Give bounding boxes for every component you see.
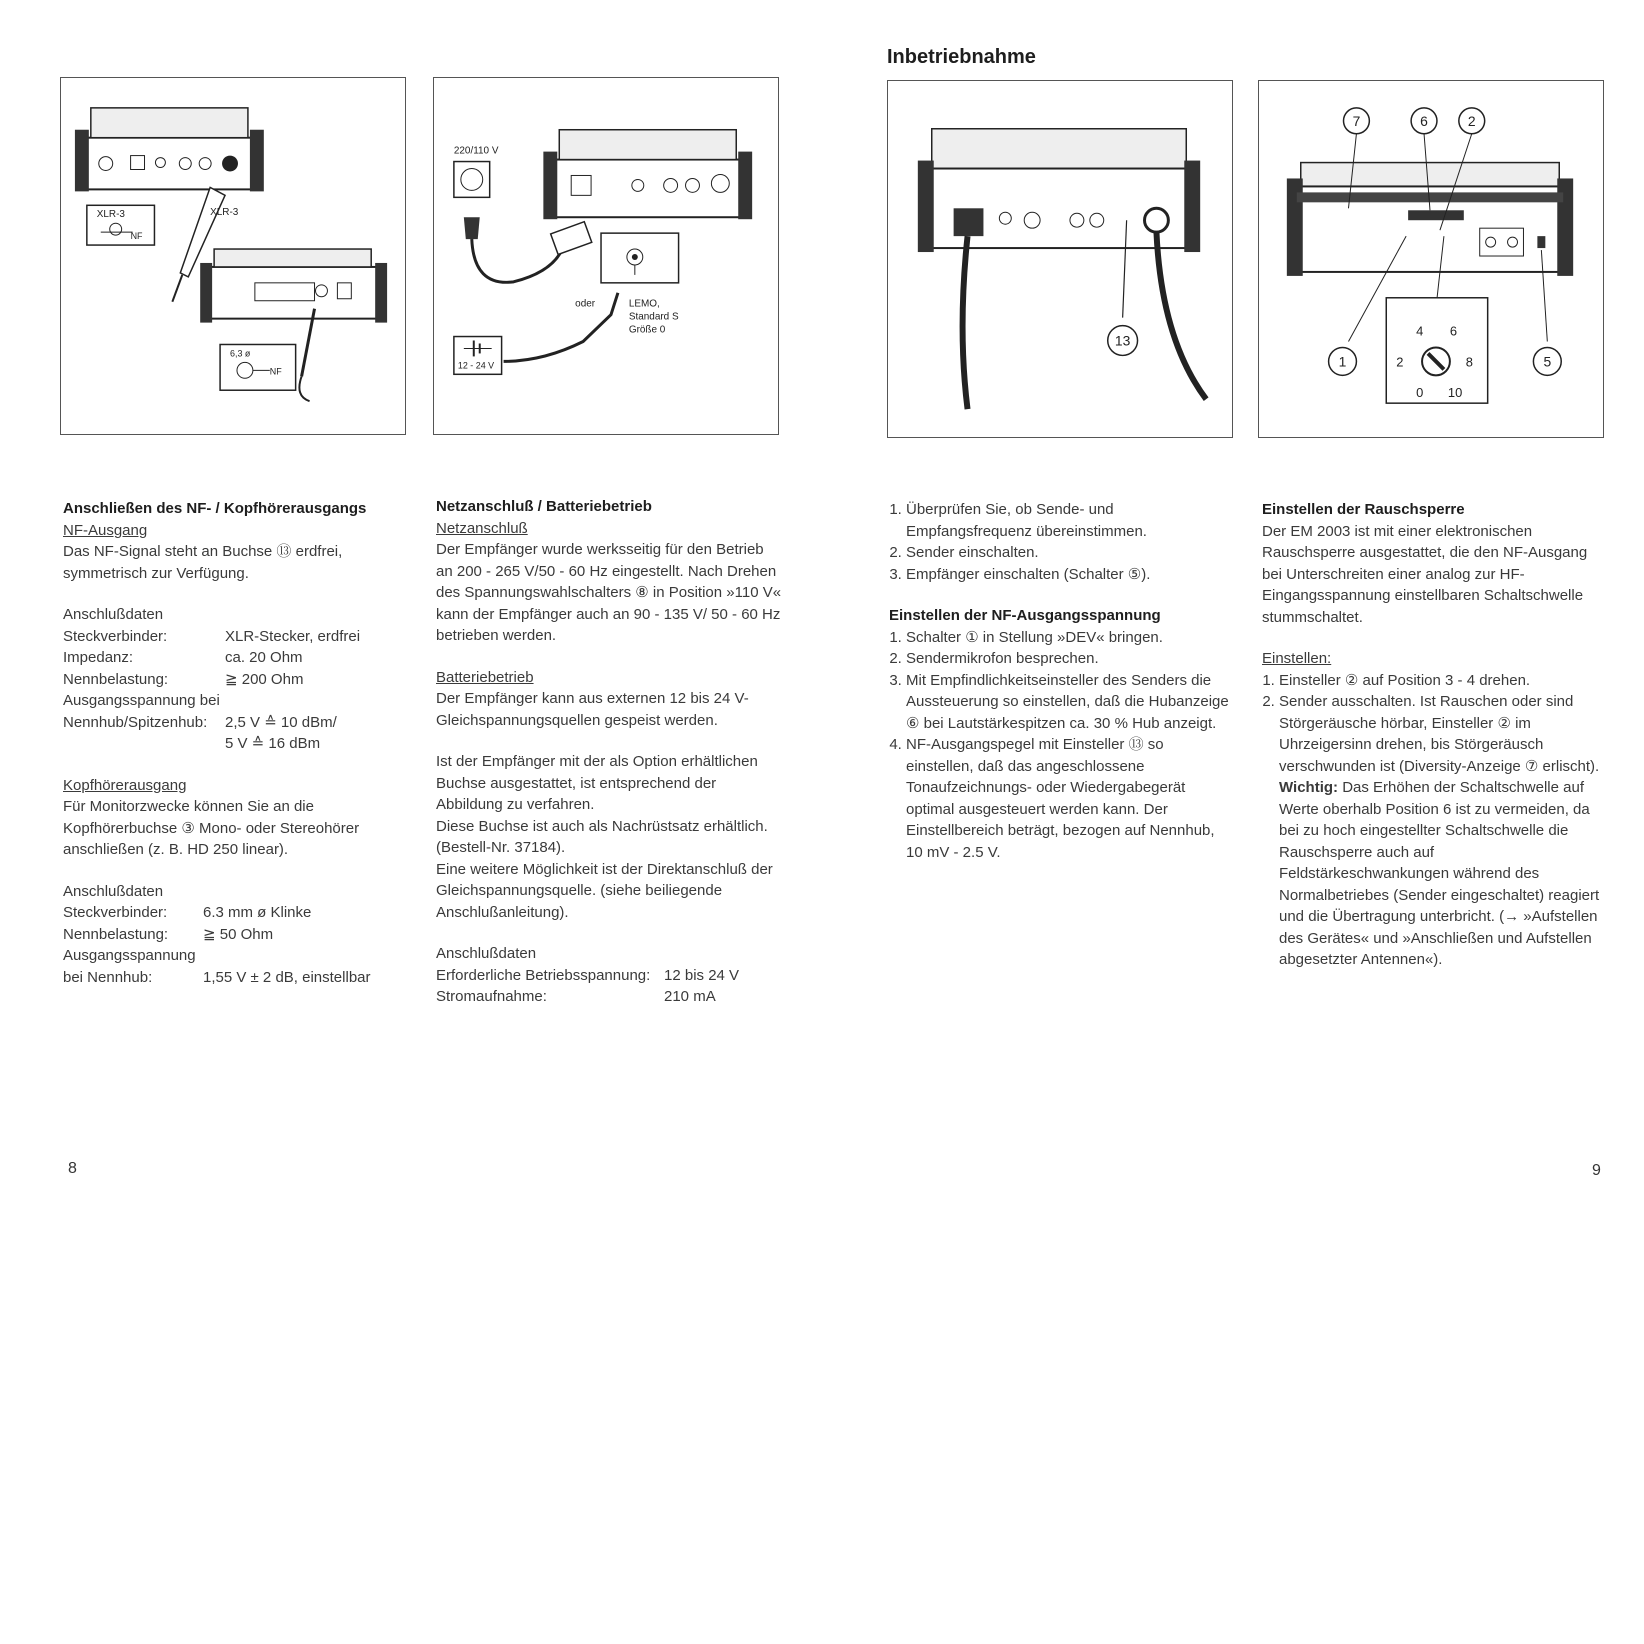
fig4-callout-6: 6: [1420, 112, 1428, 129]
startup-step: 3. Empfänger einschalten (Schalter ⑤).: [906, 564, 1234, 586]
col1-data-line: Ausgangsspannung: [63, 947, 196, 964]
col1-data-value: 6.3 mm ø Klinke: [203, 904, 312, 921]
squelch-step: [1279, 691, 1607, 971]
col1-paragraph-nf: Das NF-Signal steht an Buchse ⑬ erdfrei, symmetrisch zur Verfügung.: [63, 543, 343, 582]
col1-data-title-1: Anschlußdaten: [63, 606, 164, 623]
page-title: Inbetriebnahme: [887, 46, 1036, 68]
fig4-callout-7: 7: [1352, 112, 1361, 129]
col1-data-label: bei Nennhub:: [63, 968, 153, 986]
col1-paragraph-headphone: Für Monitorzwecke können Sie an die Kopfhörerbuchse ③ Mono- oder Stereohörer anschließen (z. B. HD 250 linear).: [63, 798, 360, 858]
col1-subheading-headphone: Kopfhörerausgang: [63, 776, 187, 794]
fig4-dial-0: 0: [1416, 385, 1424, 401]
col1-data-row: [63, 967, 411, 989]
nf-output-steps-list: [889, 627, 1234, 864]
fig1-label-nf-a: NF: [130, 231, 143, 242]
column-nf-headphone: [63, 498, 411, 988]
figure-rear-view: [887, 80, 1233, 438]
col4-paragraph: Der EM 2003 ist mit einer elektronischen Rauschsperre ausgestattet, die den NF-Ausgang bei Unterschreiten einer analog zur HF-Eingangsspannung einstellbaren Schaltschwelle stummschaltet.: [1262, 522, 1588, 626]
col1-data-row: [63, 647, 411, 669]
col2-paragraph-battery: Der Empfänger kann aus externen 12 bis 24 V-Gleichspannungsquellen gespeist werden.: [436, 690, 749, 729]
col2-subheading-battery: Batteriebetrieb: [436, 668, 534, 686]
fig2-label-oder: oder: [575, 298, 596, 310]
column-mains-battery: [436, 496, 782, 1008]
column-startup-steps: [889, 499, 1234, 863]
squelch-step: 1. Einsteller ② auf Position 3 - 4 drehen.: [1279, 670, 1607, 692]
col2-data-label: Stromaufnahme:: [436, 988, 547, 1005]
fig2-label-lemo: LEMO,: [628, 298, 660, 310]
nf-output-step: 3. Mit Empfindlichkeitseinsteller des Senders die Aussteuerung so einstellen, daß die Hubanzeige ⑥ bei Lautstärkespitzen ca. 30 % Hub anzeigt.: [906, 670, 1234, 735]
col2-paragraph-direct: Eine weitere Möglichkeit ist der Direktanschluß der Gleichspannungsquelle. (siehe beiliegende Anschlußanleitung).: [436, 860, 773, 921]
col3-heading: Einstellen der NF-Ausgangsspannung: [889, 607, 1161, 624]
fig1-label-xlr-b: XLR-3: [210, 207, 239, 219]
col1-data-value: 1,55 V ± 2 dB, einstellbar: [203, 968, 371, 986]
col2-data-value: 12 bis 24 V: [664, 966, 740, 984]
col1-data-value: ≧ 200 Ohm: [225, 670, 304, 688]
col2-paragraph-retrofit: Diese Buchse ist auch als Nachrüstsatz erhältlich. (Bestell-Nr. 37184).: [436, 817, 768, 856]
squelch-warning-label: Wichtig:: [1279, 779, 1339, 796]
nf-output-step: 4. NF-Ausgangspegel mit Einsteller ⑬ so einstellen, daß das angeschlossene Tonaufzeichnungs- oder Wiedergabegerät optimal ausgesteuert werden kann. Der Einstellbereich beträgt, bezogen auf Nennhub, 10 mV - 2.5 V.: [906, 734, 1234, 863]
col1-data-title-2: Anschlußdaten: [63, 882, 164, 900]
col1-data-line: Ausgangsspannung bei: [63, 692, 220, 709]
fig4-dial-10: 10: [1447, 385, 1463, 401]
col2-subheading-mains: Netzanschluß: [436, 519, 528, 537]
col2-data-row: [436, 986, 782, 1008]
startup-steps-list: [889, 499, 1234, 585]
col2-data-value: 210 mA: [664, 988, 716, 1005]
col1-data-row: [63, 626, 411, 648]
col2-heading: Netzanschluß / Batteriebetrieb: [436, 498, 652, 515]
col1-data-label: Impedanz:: [63, 649, 134, 666]
fig4-dial-6: 6: [1449, 323, 1458, 339]
col2-data-title: Anschlußdaten: [436, 945, 537, 962]
col1-data-line: 5 V ≙ 16 dBm: [225, 735, 321, 752]
fig4-callout-5: 5: [1543, 353, 1552, 370]
fig3-callout-13: 13: [1114, 332, 1131, 349]
col1-data-row: [63, 924, 411, 946]
col1-data-label: Nennbelastung:: [63, 925, 169, 943]
col1-data-row: [63, 712, 411, 734]
col1-data-value: 2,5 V ≙ 10 dBm/: [225, 713, 337, 731]
figure-mains-battery: [433, 77, 779, 435]
figure-nf-headphone-connection: [60, 77, 406, 435]
col2-data-label: Erforderliche Betriebsspannung:: [436, 966, 651, 984]
fig4-dial-2: 2: [1396, 354, 1404, 370]
fig4-callout-2: 2: [1467, 112, 1476, 129]
fig1-label-nf-b: NF: [269, 366, 282, 377]
startup-step: 1. Überprüfen Sie, ob Sende- und Empfangsfrequenz übereinstimmen.: [906, 499, 1234, 542]
col2-paragraph-option: Ist der Empfänger mit der als Option erhältlichen Buchse ausgestattet, ist entsprechend der Abbildung zu verfahren.: [436, 753, 758, 813]
col4-subheading: Einstellen:: [1262, 650, 1332, 667]
page-number-left: 8: [68, 1160, 77, 1177]
startup-step: 2. Sender einschalten.: [906, 542, 1234, 564]
col2-data-row: [436, 965, 782, 987]
squelch-steps-list: [1262, 670, 1607, 971]
col1-data-label: Nennhub/Spitzenhub:: [63, 713, 208, 731]
col1-subheading-nf: NF-Ausgang: [63, 521, 148, 539]
col1-data-row: [63, 902, 411, 924]
fig4-callout-1: 1: [1338, 353, 1347, 370]
fig2-label-mains: 220/110 V: [453, 145, 499, 157]
squelch-step-text: Sender ausschalten. Ist Rauschen oder sind Störgeräusche hörbar, Einsteller ② im Uhrzeigersinn drehen, bis Störgeräusch verschwunden ist (Diversity-Anzeige ⑦ erlischt).: [1279, 693, 1600, 775]
col1-data-label: Steckverbinder:: [63, 627, 168, 645]
col1-heading: Anschließen des NF- / Kopfhörerausgangs: [63, 500, 367, 517]
fig4-dial-4: 4: [1416, 323, 1424, 339]
col1-data-label: Steckverbinder:: [63, 904, 168, 921]
fig2-label-battery: 12 - 24 V: [457, 360, 495, 371]
squelch-warning-text: Das Erhöhen der Schaltschwelle auf Werte oberhalb Position 6 ist zu vermeiden, da bei zu hoch eingestellter Schaltschwelle die Rauschsperre auch auf Feldstärkeschwankungen während des Normalbetriebes (Sender eingeschaltet) reagiert und die Übertragung unterbricht. (→ »Aufstellen des Gerätes« und »Anschließen und Aufstellen abgesetzter Antennen«).: [1279, 779, 1600, 968]
fig2-label-standard: Standard S: [628, 311, 679, 323]
fig2-label-groesse: Größe 0: [628, 324, 666, 336]
col2-paragraph-mains: Der Empfänger wurde werksseitig für den Betrieb an 200 - 265 V/50 - 60 Hz eingestellt. Nach Drehen des Spannungswahlschalters ⑧ in Position »110 V« kann der Empfänger auch an 90 - 135 V/ 50 - 60 Hz betrieben werden.: [436, 541, 782, 644]
col1-data-row: [63, 669, 411, 691]
page-number-right: 9: [1592, 1162, 1601, 1179]
col1-data-value: ca. 20 Ohm: [225, 649, 303, 666]
figure-front-view: [1258, 80, 1604, 438]
nf-output-step: 1. Schalter ① in Stellung »DEV« bringen.: [906, 627, 1234, 649]
fig4-dial-8: 8: [1465, 354, 1473, 370]
fig1-label-jack: 6,3 ø: [230, 348, 251, 359]
fig1-label-xlr-a: XLR-3: [96, 209, 125, 221]
col1-data-label: Nennbelastung:: [63, 670, 169, 688]
column-squelch: [1262, 499, 1607, 971]
col1-data-value: XLR-Stecker, erdfrei: [225, 627, 361, 645]
col4-heading: Einstellen der Rauschsperre: [1262, 501, 1465, 518]
col1-data-value: ≧ 50 Ohm: [203, 925, 274, 943]
nf-output-step: 2. Sendermikrofon besprechen.: [906, 648, 1234, 670]
